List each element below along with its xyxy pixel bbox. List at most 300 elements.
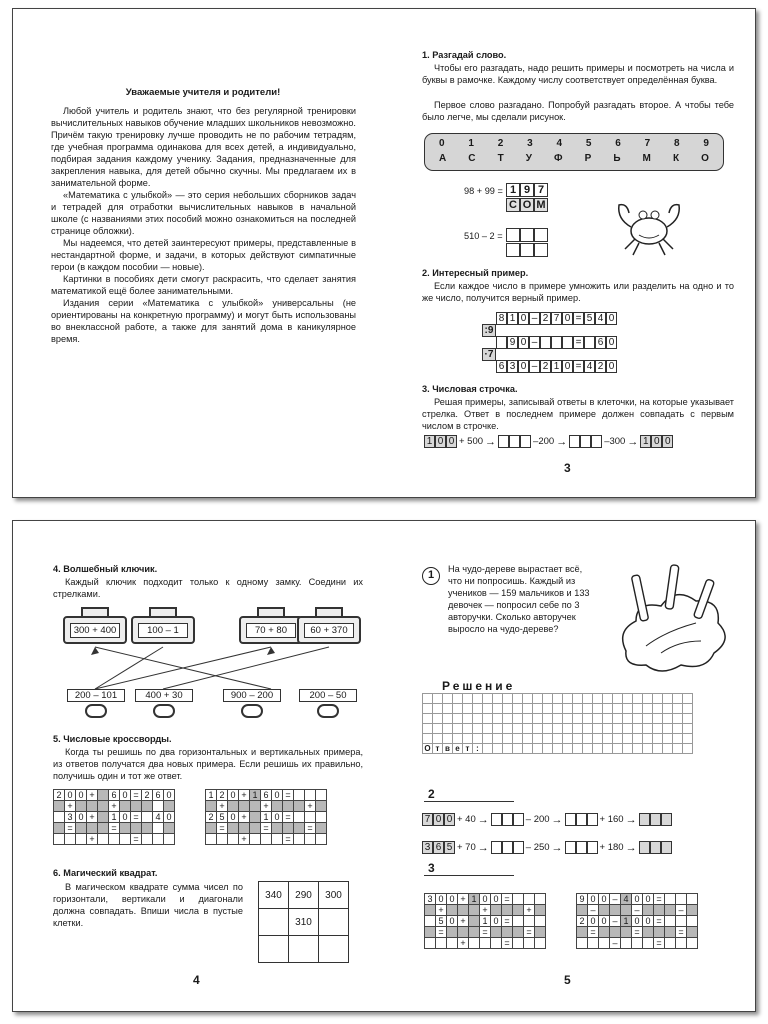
- chain-end-cells[interactable]: [639, 813, 672, 826]
- solution-cell[interactable]: [493, 694, 503, 704]
- solution-cell[interactable]: [673, 714, 683, 724]
- crossword-cell[interactable]: [665, 927, 676, 938]
- solution-cell[interactable]: [633, 714, 643, 724]
- solution-cell[interactable]: [463, 714, 473, 724]
- crossword-cell[interactable]: [577, 938, 588, 949]
- magic-square[interactable]: [258, 881, 349, 963]
- crossword-cell[interactable]: [239, 801, 250, 812]
- crossword-cell[interactable]: [305, 812, 316, 823]
- chain-cell[interactable]: [639, 813, 650, 826]
- solution-cell[interactable]: [493, 724, 503, 734]
- example-cell[interactable]: [496, 336, 507, 349]
- solution-cell[interactable]: [423, 724, 433, 734]
- crossword-cell[interactable]: [425, 916, 436, 927]
- crossword-cell[interactable]: [65, 834, 76, 845]
- solution-cell[interactable]: [683, 694, 693, 704]
- crossword-cell[interactable]: [524, 894, 535, 905]
- crossword-cell[interactable]: [316, 834, 327, 845]
- solution-cell[interactable]: [613, 734, 623, 744]
- crossword-cell[interactable]: [239, 823, 250, 834]
- crossword-cell[interactable]: [687, 894, 698, 905]
- crossword-cell[interactable]: [272, 801, 283, 812]
- crossword-cell[interactable]: [447, 927, 458, 938]
- chain-answer-cells[interactable]: [498, 435, 531, 448]
- crossword-cell[interactable]: [687, 938, 698, 949]
- solution-cell[interactable]: [643, 724, 653, 734]
- solution-cell[interactable]: [623, 714, 633, 724]
- chain-cell[interactable]: [520, 435, 531, 448]
- solution-cell[interactable]: [553, 724, 563, 734]
- crossword-cell[interactable]: [665, 938, 676, 949]
- crossword-cell[interactable]: [513, 938, 524, 949]
- solution-cell[interactable]: [653, 714, 663, 724]
- solution-cell[interactable]: [443, 704, 453, 714]
- solution-cell[interactable]: [663, 704, 673, 714]
- key[interactable]: [223, 689, 281, 721]
- crossword-cell[interactable]: [469, 905, 480, 916]
- solution-cell[interactable]: [543, 694, 553, 704]
- solution-cell[interactable]: [663, 744, 673, 754]
- crossword-cell[interactable]: [513, 927, 524, 938]
- chain-cell[interactable]: [502, 813, 513, 826]
- solution-cell[interactable]: [433, 704, 443, 714]
- solution-cell[interactable]: [673, 724, 683, 734]
- crossword-cell[interactable]: [76, 834, 87, 845]
- solution-cell[interactable]: [603, 714, 613, 724]
- crossword-cell[interactable]: [469, 916, 480, 927]
- solution-cell[interactable]: [503, 714, 513, 724]
- solution-cell[interactable]: [623, 694, 633, 704]
- word-cell[interactable]: [534, 243, 548, 257]
- solution-cell[interactable]: [633, 704, 643, 714]
- example-cell[interactable]: [551, 336, 562, 349]
- solution-cell[interactable]: [683, 724, 693, 734]
- chain-cell[interactable]: [565, 813, 576, 826]
- crossword-cell[interactable]: [272, 823, 283, 834]
- solution-cell[interactable]: [563, 704, 573, 714]
- solution-cell[interactable]: [573, 714, 583, 724]
- solution-cell[interactable]: [513, 744, 523, 754]
- crossword-cell[interactable]: [316, 790, 327, 801]
- chain-cell[interactable]: [513, 841, 524, 854]
- solution-cell[interactable]: [443, 734, 453, 744]
- key[interactable]: [67, 689, 125, 721]
- chain-answer-cells[interactable]: [569, 435, 602, 448]
- crossword-1[interactable]: [53, 789, 175, 845]
- solution-cell[interactable]: [613, 704, 623, 714]
- solution-cell[interactable]: [443, 714, 453, 724]
- solution-cell[interactable]: [503, 704, 513, 714]
- crossword-cell[interactable]: [447, 938, 458, 949]
- solution-cell[interactable]: [613, 744, 623, 754]
- chain-cell[interactable]: [576, 841, 587, 854]
- chain-cell[interactable]: [650, 813, 661, 826]
- crossword-cell[interactable]: [305, 834, 316, 845]
- solution-cell[interactable]: [653, 694, 663, 704]
- crossword-cell[interactable]: [676, 916, 687, 927]
- crossword-cell[interactable]: [54, 823, 65, 834]
- crossword-cell[interactable]: [305, 790, 316, 801]
- solution-cell[interactable]: [573, 704, 583, 714]
- solution-cell[interactable]: [483, 704, 493, 714]
- solution-cell[interactable]: [553, 714, 563, 724]
- solution-cell[interactable]: [563, 744, 573, 754]
- solution-cell[interactable]: [423, 714, 433, 724]
- crossword-3[interactable]: [424, 893, 546, 949]
- magic-cell[interactable]: [319, 909, 349, 936]
- crossword-cell[interactable]: [131, 823, 142, 834]
- crossword-cell[interactable]: [294, 790, 305, 801]
- crossword-cell[interactable]: [98, 823, 109, 834]
- solution-cell[interactable]: [423, 704, 433, 714]
- solution-cell[interactable]: [523, 724, 533, 734]
- solution-cell[interactable]: [603, 704, 613, 714]
- crossword-cell[interactable]: [206, 823, 217, 834]
- crossword-cell[interactable]: [294, 812, 305, 823]
- solution-cell[interactable]: [663, 724, 673, 734]
- solution-cell[interactable]: [563, 734, 573, 744]
- solution-cell[interactable]: [523, 714, 533, 724]
- chain-cell[interactable]: [569, 435, 580, 448]
- solution-cell[interactable]: [553, 704, 563, 714]
- example2-answer[interactable]: [506, 228, 548, 242]
- crossword-cell[interactable]: [513, 894, 524, 905]
- crossword-4[interactable]: [576, 893, 698, 949]
- chain-cell[interactable]: [591, 435, 602, 448]
- crossword-cell[interactable]: [425, 938, 436, 949]
- example-cell[interactable]: [584, 336, 595, 349]
- solution-cell[interactable]: [643, 694, 653, 704]
- solution-cell[interactable]: [523, 704, 533, 714]
- solution-cell[interactable]: [643, 744, 653, 754]
- crossword-cell[interactable]: [524, 916, 535, 927]
- solution-cell[interactable]: [483, 744, 493, 754]
- solution-cell[interactable]: [643, 704, 653, 714]
- solution-cell[interactable]: [573, 694, 583, 704]
- crossword-cell[interactable]: [54, 834, 65, 845]
- solution-cell[interactable]: [673, 734, 683, 744]
- solution-cell[interactable]: [603, 744, 613, 754]
- crossword-cell[interactable]: [316, 823, 327, 834]
- chain-cell[interactable]: [513, 813, 524, 826]
- solution-cell[interactable]: [573, 744, 583, 754]
- chain-cell[interactable]: [498, 435, 509, 448]
- solution-cell[interactable]: [473, 694, 483, 704]
- crossword-cell[interactable]: [676, 938, 687, 949]
- chain-cell[interactable]: [587, 813, 598, 826]
- solution-cell[interactable]: [633, 734, 643, 744]
- solution-cell[interactable]: [453, 704, 463, 714]
- crossword-cell[interactable]: [577, 927, 588, 938]
- example-cell[interactable]: [540, 336, 551, 349]
- solution-cell[interactable]: [603, 734, 613, 744]
- crossword-cell[interactable]: [621, 927, 632, 938]
- word-cell[interactable]: [520, 243, 534, 257]
- solution-cell[interactable]: [463, 724, 473, 734]
- crossword-cell[interactable]: [131, 801, 142, 812]
- solution-cell[interactable]: [613, 724, 623, 734]
- crossword-cell[interactable]: [87, 801, 98, 812]
- crossword-cell[interactable]: [535, 938, 546, 949]
- crossword-cell[interactable]: [687, 905, 698, 916]
- solution-cell[interactable]: [653, 704, 663, 714]
- solution-cell[interactable]: [423, 694, 433, 704]
- crossword-2[interactable]: [205, 789, 327, 845]
- crossword-cell[interactable]: [687, 916, 698, 927]
- crossword-cell[interactable]: [153, 801, 164, 812]
- solution-cell[interactable]: [453, 734, 463, 744]
- solution-cell[interactable]: [463, 694, 473, 704]
- solution-cell[interactable]: [573, 724, 583, 734]
- chain-cell[interactable]: [650, 841, 661, 854]
- solution-cell[interactable]: [433, 694, 443, 704]
- crossword-cell[interactable]: [643, 938, 654, 949]
- solution-cell[interactable]: [493, 744, 503, 754]
- solution-cell[interactable]: [583, 744, 593, 754]
- solution-cell[interactable]: [643, 714, 653, 724]
- crossword-cell[interactable]: [610, 905, 621, 916]
- crossword-cell[interactable]: [491, 938, 502, 949]
- crossword-cell[interactable]: [469, 927, 480, 938]
- solution-cell[interactable]: [473, 724, 483, 734]
- solution-cell[interactable]: [653, 734, 663, 744]
- crossword-cell[interactable]: [643, 905, 654, 916]
- solution-cell[interactable]: [453, 724, 463, 734]
- crossword-cell[interactable]: [643, 927, 654, 938]
- solution-cell[interactable]: [533, 734, 543, 744]
- solution-cell[interactable]: [523, 694, 533, 704]
- crossword-cell[interactable]: [98, 790, 109, 801]
- solution-cell[interactable]: [533, 694, 543, 704]
- example2-word[interactable]: [506, 243, 548, 257]
- crossword-cell[interactable]: [164, 823, 175, 834]
- solution-cell[interactable]: [513, 734, 523, 744]
- chain-cell[interactable]: [491, 813, 502, 826]
- crossword-cell[interactable]: [654, 905, 665, 916]
- crossword-cell[interactable]: [599, 905, 610, 916]
- crossword-cell[interactable]: [153, 834, 164, 845]
- solution-cell[interactable]: [653, 724, 663, 734]
- solution-cell[interactable]: [683, 714, 693, 724]
- solution-cell[interactable]: [543, 744, 553, 754]
- crossword-cell[interactable]: [294, 834, 305, 845]
- solution-cell[interactable]: [453, 714, 463, 724]
- solution-cell[interactable]: [553, 734, 563, 744]
- crossword-cell[interactable]: [98, 834, 109, 845]
- solution-cell[interactable]: [673, 704, 683, 714]
- solution-cell[interactable]: [583, 714, 593, 724]
- crossword-cell[interactable]: [142, 812, 153, 823]
- solution-cell[interactable]: [423, 734, 433, 744]
- solution-cell[interactable]: [593, 694, 603, 704]
- crossword-cell[interactable]: [164, 801, 175, 812]
- solution-cell[interactable]: [473, 734, 483, 744]
- crossword-cell[interactable]: [250, 801, 261, 812]
- crossword-cell[interactable]: [294, 823, 305, 834]
- solution-cell[interactable]: [663, 714, 673, 724]
- crossword-cell[interactable]: [206, 834, 217, 845]
- solution-cell[interactable]: [553, 744, 563, 754]
- crossword-cell[interactable]: [425, 927, 436, 938]
- chain-answer-cells[interactable]: [565, 813, 598, 826]
- solution-cell[interactable]: [533, 704, 543, 714]
- solution-cell[interactable]: [493, 734, 503, 744]
- solution-cell[interactable]: [453, 694, 463, 704]
- solution-cell[interactable]: [443, 694, 453, 704]
- solution-cell[interactable]: [513, 704, 523, 714]
- chain-cell[interactable]: [580, 435, 591, 448]
- solution-cell[interactable]: [593, 724, 603, 734]
- chain-cell[interactable]: [639, 841, 650, 854]
- solution-cell[interactable]: [583, 724, 593, 734]
- solution-grid[interactable]: [422, 693, 693, 754]
- solution-cell[interactable]: [613, 714, 623, 724]
- chain-cell[interactable]: [491, 841, 502, 854]
- crossword-cell[interactable]: [621, 905, 632, 916]
- solution-cell[interactable]: [603, 724, 613, 734]
- example-cell[interactable]: [562, 336, 573, 349]
- crossword-cell[interactable]: [294, 801, 305, 812]
- crossword-cell[interactable]: [491, 905, 502, 916]
- chain-cell[interactable]: [587, 841, 598, 854]
- solution-cell[interactable]: [613, 694, 623, 704]
- crossword-cell[interactable]: [206, 801, 217, 812]
- solution-cell[interactable]: [533, 744, 543, 754]
- crossword-cell[interactable]: [272, 834, 283, 845]
- solution-cell[interactable]: [633, 724, 643, 734]
- solution-cell[interactable]: [513, 694, 523, 704]
- solution-cell[interactable]: [673, 694, 683, 704]
- crossword-cell[interactable]: [458, 927, 469, 938]
- crossword-cell[interactable]: [87, 823, 98, 834]
- crossword-cell[interactable]: [283, 823, 294, 834]
- crossword-cell[interactable]: [98, 801, 109, 812]
- solution-cell[interactable]: [653, 744, 663, 754]
- solution-cell[interactable]: [583, 734, 593, 744]
- crossword-cell[interactable]: [535, 905, 546, 916]
- chain-cell[interactable]: [661, 841, 672, 854]
- chain-answer-cells[interactable]: [491, 813, 524, 826]
- crossword-cell[interactable]: [217, 834, 228, 845]
- crossword-cell[interactable]: [164, 834, 175, 845]
- solution-cell[interactable]: [523, 734, 533, 744]
- magic-cell[interactable]: [289, 936, 319, 963]
- solution-cell[interactable]: [433, 724, 443, 734]
- crossword-cell[interactable]: [54, 801, 65, 812]
- crossword-cell[interactable]: [447, 905, 458, 916]
- solution-cell[interactable]: [433, 714, 443, 724]
- answer-cell[interactable]: [534, 228, 548, 242]
- crossword-cell[interactable]: [120, 801, 131, 812]
- magic-cell[interactable]: [259, 936, 289, 963]
- crossword-cell[interactable]: [502, 905, 513, 916]
- crossword-cell[interactable]: [250, 812, 261, 823]
- solution-cell[interactable]: [683, 704, 693, 714]
- answer-cell[interactable]: [520, 228, 534, 242]
- chain-cell[interactable]: [509, 435, 520, 448]
- solution-cell[interactable]: [543, 704, 553, 714]
- solution-cell[interactable]: [593, 704, 603, 714]
- crossword-cell[interactable]: [469, 938, 480, 949]
- crossword-cell[interactable]: [98, 812, 109, 823]
- crossword-cell[interactable]: [316, 801, 327, 812]
- solution-cell[interactable]: [483, 724, 493, 734]
- solution-cell[interactable]: [513, 714, 523, 724]
- crossword-cell[interactable]: [665, 905, 676, 916]
- solution-cell[interactable]: [503, 734, 513, 744]
- solution-cell[interactable]: [533, 714, 543, 724]
- solution-cell[interactable]: [543, 724, 553, 734]
- crossword-cell[interactable]: [577, 905, 588, 916]
- solution-cell[interactable]: [513, 724, 523, 734]
- crossword-cell[interactable]: [76, 801, 87, 812]
- crossword-cell[interactable]: [228, 801, 239, 812]
- chain-answer-cells[interactable]: [565, 841, 598, 854]
- magic-cell[interactable]: [319, 936, 349, 963]
- chain-cell[interactable]: [565, 841, 576, 854]
- crossword-cell[interactable]: [120, 834, 131, 845]
- crossword-cell[interactable]: [535, 894, 546, 905]
- solution-cell[interactable]: [493, 714, 503, 724]
- solution-cell[interactable]: [503, 694, 513, 704]
- solution-cell[interactable]: [623, 704, 633, 714]
- solution-cell[interactable]: [483, 714, 493, 724]
- crossword-cell[interactable]: [687, 927, 698, 938]
- crossword-cell[interactable]: [120, 823, 131, 834]
- crossword-cell[interactable]: [250, 834, 261, 845]
- crossword-cell[interactable]: [599, 927, 610, 938]
- solution-cell[interactable]: [643, 734, 653, 744]
- solution-cell[interactable]: [443, 724, 453, 734]
- crossword-cell[interactable]: [316, 812, 327, 823]
- solution-cell[interactable]: [683, 734, 693, 744]
- solution-cell[interactable]: [593, 734, 603, 744]
- solution-cell[interactable]: [593, 714, 603, 724]
- solution-cell[interactable]: [593, 744, 603, 754]
- crossword-cell[interactable]: [588, 938, 599, 949]
- solution-cell[interactable]: [543, 734, 553, 744]
- crossword-cell[interactable]: [228, 823, 239, 834]
- solution-cell[interactable]: [543, 714, 553, 724]
- solution-cell[interactable]: [473, 704, 483, 714]
- solution-cell[interactable]: [573, 734, 583, 744]
- solution-cell[interactable]: [583, 694, 593, 704]
- crossword-cell[interactable]: [436, 938, 447, 949]
- crossword-cell[interactable]: [228, 834, 239, 845]
- solution-cell[interactable]: [563, 724, 573, 734]
- word-cell[interactable]: [506, 243, 520, 257]
- solution-cell[interactable]: [463, 704, 473, 714]
- chain-cell[interactable]: [661, 813, 672, 826]
- crossword-cell[interactable]: [142, 823, 153, 834]
- crossword-cell[interactable]: [610, 927, 621, 938]
- crossword-cell[interactable]: [261, 834, 272, 845]
- solution-cell[interactable]: [483, 694, 493, 704]
- crossword-cell[interactable]: [665, 894, 676, 905]
- solution-cell[interactable]: [523, 744, 533, 754]
- solution-cell[interactable]: [563, 714, 573, 724]
- key[interactable]: [299, 689, 357, 721]
- solution-cell[interactable]: [493, 704, 503, 714]
- solution-cell[interactable]: [623, 724, 633, 734]
- solution-cell[interactable]: [663, 734, 673, 744]
- chain-cell[interactable]: [576, 813, 587, 826]
- crossword-cell[interactable]: [676, 894, 687, 905]
- solution-cell[interactable]: [583, 704, 593, 714]
- solution-cell[interactable]: [553, 694, 563, 704]
- solution-cell[interactable]: [503, 724, 513, 734]
- solution-cell[interactable]: [463, 734, 473, 744]
